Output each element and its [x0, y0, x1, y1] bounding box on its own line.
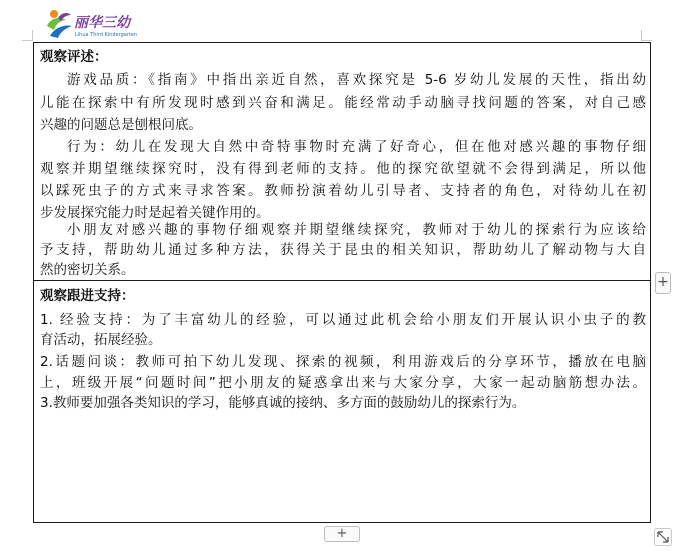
support-line: 2.话题问谈：教师可拍下幼儿发现、探索的视频，利用游戏后的分享环节，播放在电脑	[40, 354, 646, 370]
margin-corner-mark	[22, 30, 33, 41]
commentary-line: 儿能在探索中有所发现时感到兴奋和满足。能经常动手动脑寻找问题的答案，对自己感	[40, 95, 646, 111]
commentary-line: 以踩死虫子的方式来寻求答案。教师扮演着幼儿引导者、支持者的角色，对待幼儿在初	[40, 183, 646, 199]
logo-mark-icon	[44, 6, 74, 40]
kindergarten-logo	[44, 6, 154, 42]
support-heading: 观察跟进支持：	[40, 288, 135, 304]
commentary-line: 然的密切关系。	[40, 262, 135, 278]
add-column-button[interactable]: +	[655, 272, 671, 294]
commentary-line: 行为：幼儿在发现大自然中奇特事物时充满了好奇心，但在他对感兴趣的事物仔细	[67, 139, 646, 155]
logo-name: 丽华三幼	[74, 15, 130, 31]
observation-table	[33, 42, 651, 523]
support-line: 上，班级开展“问题时间”把小朋友的疑惑拿出来与大家分享，大家一起动脑筋想办法。	[40, 375, 646, 391]
support-line: 育活动，拓展经验。	[40, 332, 162, 348]
commentary-line: 游戏品质：《指南》中指出亲近自然，喜欢探究是 5-6 岁幼儿发展的天性，指出幼	[67, 72, 646, 88]
commentary-line: 观察并期望继续探究时，没有得到老师的支持。他的探究欲望就不会得到满足，所以他	[40, 161, 646, 177]
add-row-button[interactable]: +	[324, 526, 360, 542]
commentary-heading: 观察评述：	[40, 49, 108, 65]
commentary-line: 予支持，帮助幼儿通过多种方法，获得关于昆虫的相关知识，帮助幼儿了解动物与大自	[40, 242, 646, 258]
support-line: 3.教师要加强各类知识的学习，能够真诚的接纳、多方面的鼓励幼儿的探索行为。	[40, 395, 526, 411]
support-line: 1. 经验支持：为了丰富幼儿的经验，可以通过此机会给小朋友们开展认识小虫子的教	[40, 312, 646, 328]
table-resize-handle[interactable]	[654, 528, 672, 546]
commentary-line: 兴趣的问题总是刨根问底。	[40, 117, 202, 133]
margin-corner-mark	[641, 30, 652, 41]
follow-up-support-cell[interactable]	[34, 281, 650, 522]
expand-diagonal-icon	[655, 529, 671, 545]
commentary-line: 步发展探究能力时是起着关键作用的。	[40, 205, 270, 221]
logo-subtitle: Lihua Third Kindergarten	[75, 32, 138, 38]
observation-commentary-cell[interactable]	[34, 43, 650, 281]
commentary-line: 小朋友对感兴趣的事物仔细观察并期望继续探究，教师对于幼儿的探索行为应该给	[67, 222, 646, 238]
